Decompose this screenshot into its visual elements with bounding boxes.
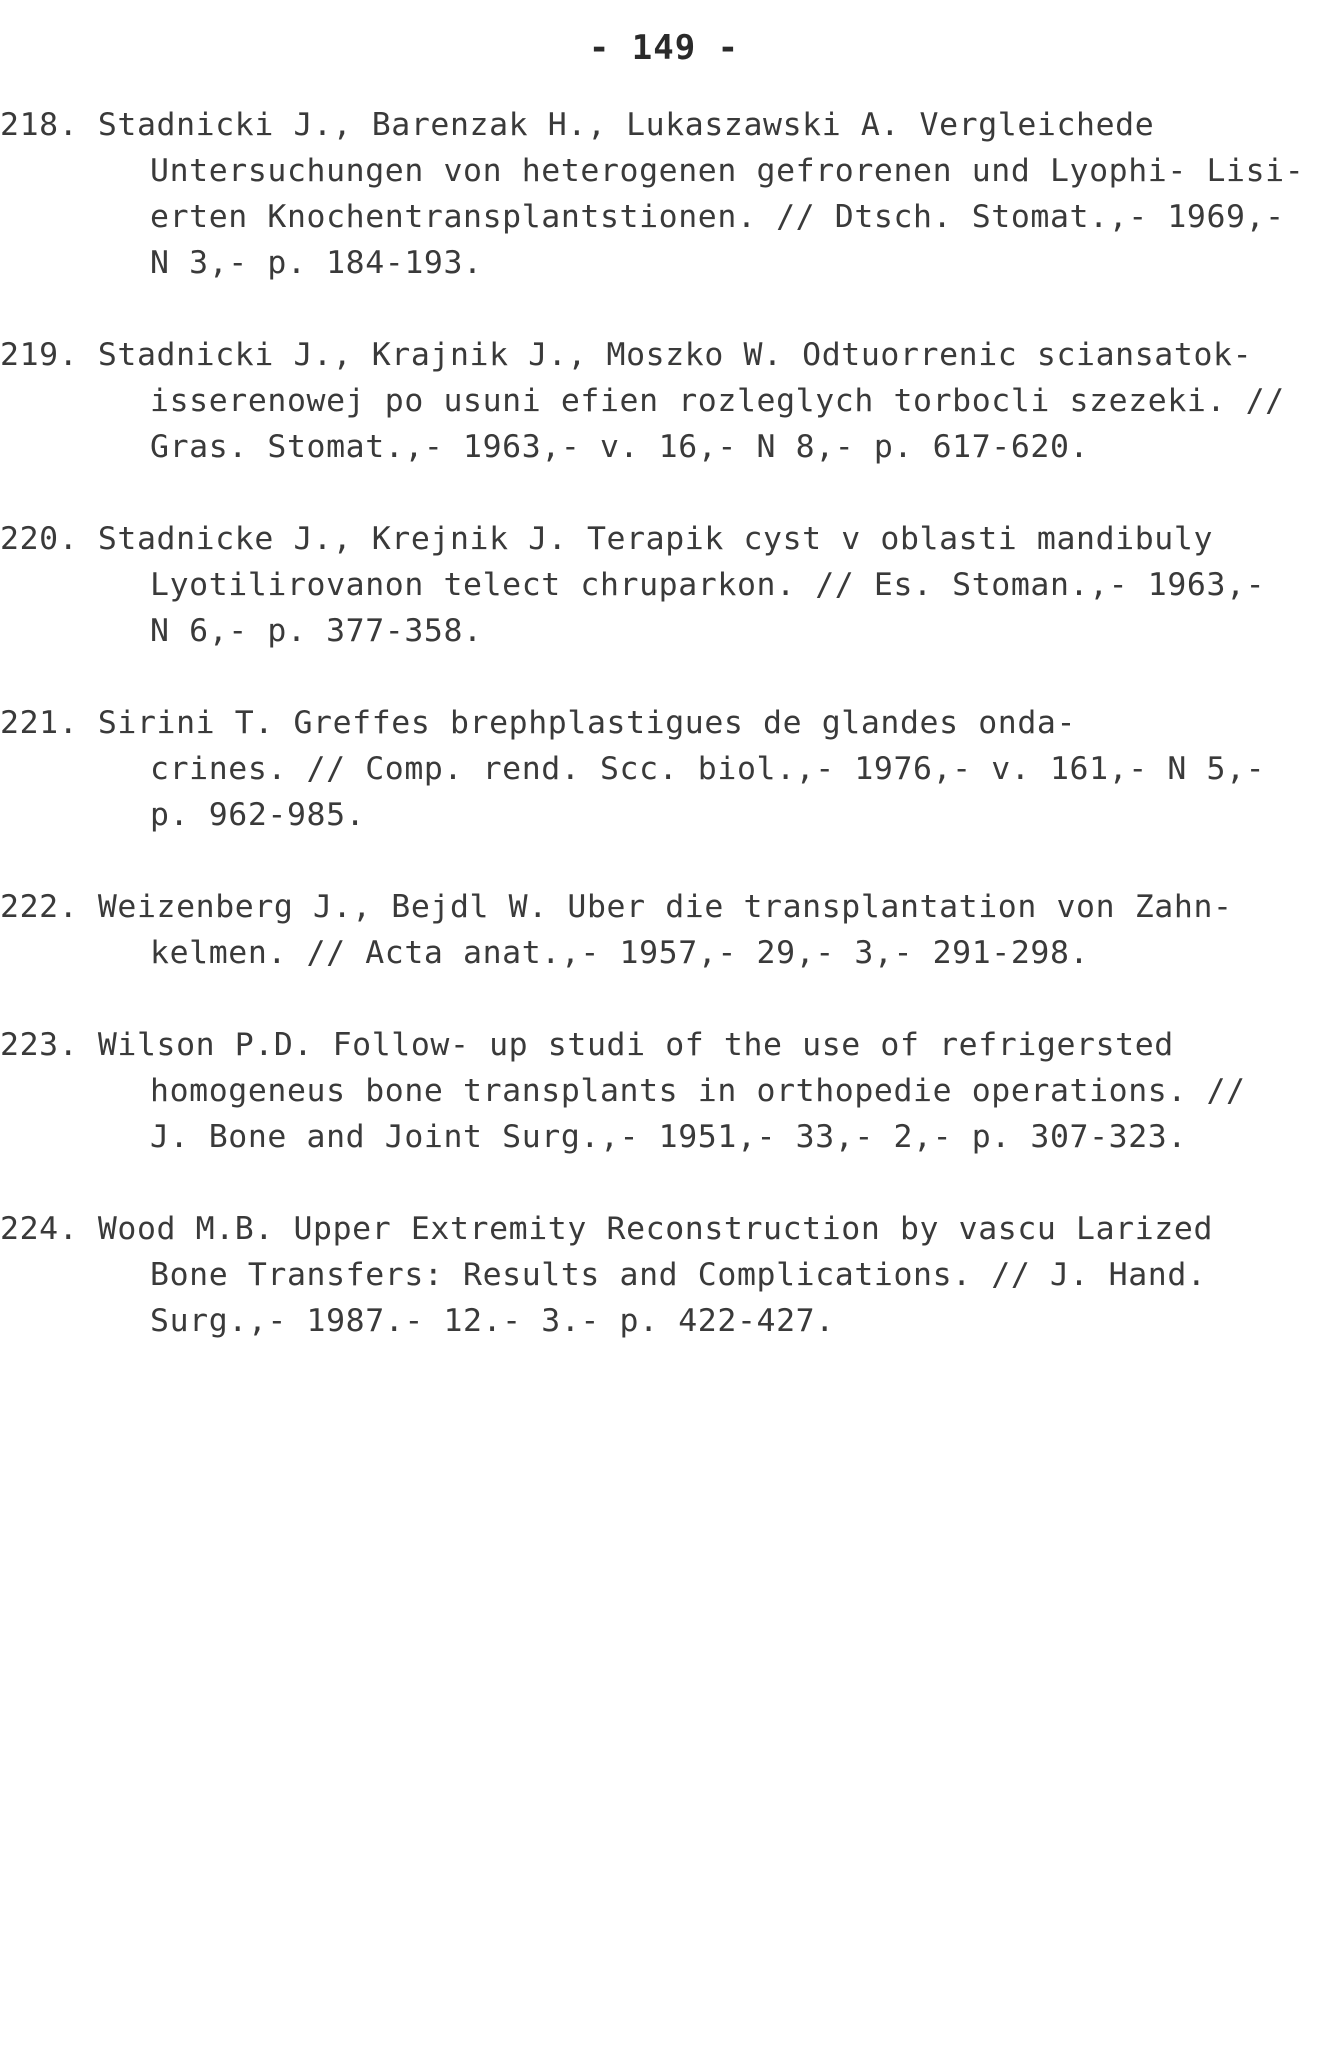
reference-list	[0, 102, 1328, 1390]
reference-line: N 3,- p. 184-193.	[150, 245, 483, 281]
reference-line: 221. Sirini T. Greffes brephplastigues de glandes onda-	[0, 705, 1077, 741]
reference-line: 220. Stadnicke J., Krejnik J. Terapik cyst v oblasti mandibuly	[0, 521, 1214, 557]
reference-line: 223. Wilson P.D. Follow- up studi of the use of refrigersted	[0, 1027, 1174, 1063]
reference-item	[0, 700, 1328, 838]
reference-line: 219. Stadnicki J., Krajnik J., Moszko W. Odtuorrenic sciansatok-	[0, 337, 1253, 373]
reference-line: 218. Stadnicki J., Barenzak H., Lukaszawski A. Vergleichede	[0, 107, 1155, 143]
reference-line: Untersuchungen von heterogenen gefrorenen und Lyophi- Lisi-	[150, 153, 1305, 189]
reference-line: Surg.,- 1987.- 12.- 3.- p. 422-427.	[150, 1303, 835, 1339]
reference-item	[0, 516, 1328, 654]
reference-line: Gras. Stomat.,- 1963,- v. 16,- N 8,- p. 617-620.	[150, 429, 1090, 465]
reference-line: Bone Transfers: Results and Complications. // J. Hand.	[150, 1257, 1207, 1293]
reference-line: kelmen. // Acta anat.,- 1957,- 29,- 3,- 291-298.	[150, 935, 1090, 971]
reference-line: N 6,- p. 377-358.	[150, 613, 483, 649]
reference-line: p. 962-985.	[150, 797, 366, 833]
reference-line: J. Bone and Joint Surg.,- 1951,- 33,- 2,- p. 307-323.	[150, 1119, 1187, 1155]
reference-item	[0, 332, 1328, 470]
reference-line: 224. Wood M.B. Upper Extremity Reconstruction by vascu Larized	[0, 1211, 1214, 1247]
reference-line: 222. Weizenberg J., Bejdl W. Uber die transplantation von Zahn-	[0, 889, 1233, 925]
reference-line: isserenowej po usuni efien rozleglych torbocli szezeki. //	[150, 383, 1285, 419]
reference-line: Lyotilirovanon telect chruparkon. // Es. Stoman.,- 1963,-	[150, 567, 1266, 603]
reference-line: crines. // Comp. rend. Scc. biol.,- 1976,- v. 161,- N 5,-	[150, 751, 1266, 787]
reference-item	[0, 1206, 1328, 1344]
reference-line: homogeneus bone transplants in orthopedie operations. //	[150, 1073, 1246, 1109]
reference-item	[0, 884, 1328, 976]
reference-line: erten Knochentransplantstionen. // Dtsch. Stomat.,- 1969,-	[150, 199, 1285, 235]
page-number: - 149 -	[588, 28, 740, 68]
reference-item	[0, 1022, 1328, 1160]
reference-item	[0, 102, 1328, 286]
